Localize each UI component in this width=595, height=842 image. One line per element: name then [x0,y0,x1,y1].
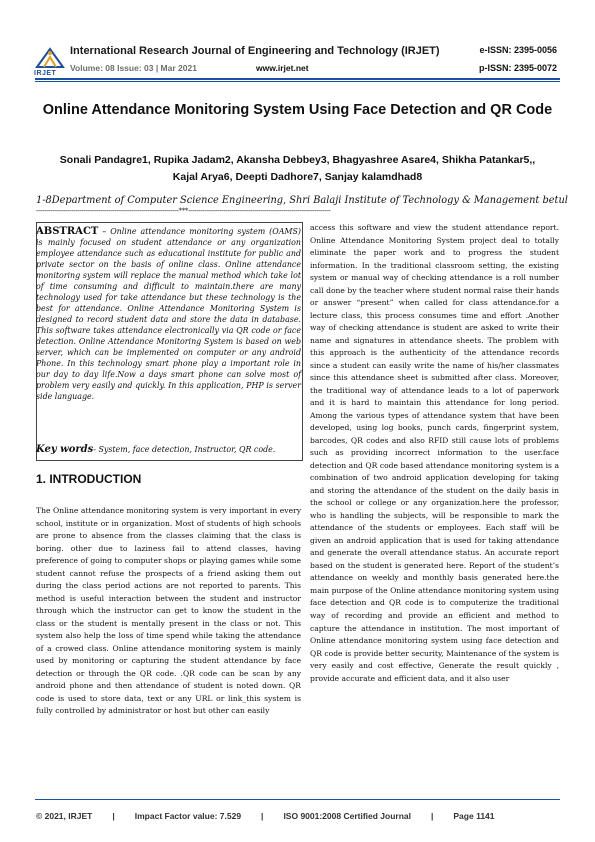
footer-impact-factor: Impact Factor value: 7.529 [134,811,242,821]
header-rule-thin [35,81,560,82]
keywords [36,444,301,455]
keywords-text: - System, face detection, Instructor, QR code. [93,445,276,454]
abstract-heading: ABSTRACT [36,226,99,237]
intro-paragraph: The Online attendance monitoring system is very important in every school, institute or in organization. Most of students of high schools are prone to absence from the classes claiming that the class is boring. other due to laziness fail to attend classes, having preference of going to computer shops or playing games while some student cannot refuse the prospects of a friend asking them out during the class period actions are not reported to parents. This method is useful interaction between the student and instructor through which the instructor can get to know the student in the class or the student is mentally present in the class or not. This system also help the loss of time spend while taking the attendance of a crowed class. Online attendance monitoring system is mainly used by monitoring or capturing the student attendance by face detection or through the QR code. .QR code can be scan by any android phone and then attendance of student is noted down. QR code is used to store data, text or any URL or link_this system is fully controlled by administrator or host but other can easily [36,506,301,715]
separator-line: ---------------------------------------------------------------------***--------------------------------------------------------------------- [36,207,331,215]
footer-iso: ISO 9001:2008 Certified Journal [283,811,411,821]
footer-rule [35,799,560,800]
journal-name: International Research Journal of Engineering and Technology (IRJET) [70,45,440,57]
footer-separator: | [112,811,115,821]
paper-title: Online Attendance Monitoring System Using Face Detection and QR Code [42,102,553,118]
author-line-1: Sonali Pandagre1, Rupika Jadam2, Akansha Debbey3, Bhagyashree Asare4, Shikha Patankar5,, [59,154,536,166]
irjet-logo-icon [35,45,65,71]
footer-page-number: Page 1141 [453,811,495,821]
logo-text: IRJET [34,70,57,77]
e-issn: e-ISSN: 2395-0056 [479,45,557,55]
page-footer [36,811,560,821]
right-column-paragraph: access this software and view the student attendance report. Online Attendance Monitoring System project deal to totally eliminate the paper work and to progress the student information. In the traditional classroom setting, the existing system or manual way of checking attendance is a roll number call done by the teacher where student normal raise their hands or answer “present” when called for class attendance.for a lecture class, this process consumes time and effort .Another way of checking attendance is student are asked to write their name and signatures in attendance sheets. The problem with this approach is the authenticity of the attendance records since a student can easily write the name of his/her classmates since this attendance sheet is submitted after class. Moreover, the traditional way of attendance leads to a lot of paperwork and it is hard to maintain this attendance for long period. Among the various types of attendance system that have been developed, using log books, punch cards, fingerprint system, barcodes, QR codes and also RFID still cause lots of problems such as providing incorrect information to the user.face detection and QR code based attendance monitoring system is a combination of two android application developing for taking and storing the attendance of the student on the daily basis in the school or college or any organization.here the professor, who is handling the subjects, will be responsible to mark the attendance of the students or employees. Each staff will be given an android application that is used for taking attendance and generate the overall attendance status. An accurate report based on the student is generated here. Report of the student’s attendance on weekly and monthly basis generated here.the main purpose of the Online attendance monitoring system using face detection and QR code is to computerize the traditional way of recording and provide an efficient and method to capture the attendance in institution. The most important of Online attendance monitoring system using face detection and QR code is provide better security, Maintenance of the system is very easily and cost effective, Generate the result quickly , provide accurate and efficient data, and it also user [310,223,559,683]
journal-website[interactable]: www.irjet.net [256,63,309,73]
affiliation: 1-8Department of Computer Science Engineering, Shri Balaji Institute of Technology & Management betul [36,195,568,206]
author-line-2: Kajal Arya6, Deepti Dadhore7, Sanjay kalamdhad8 [172,171,423,183]
p-issn: p-ISSN: 2395-0072 [478,63,557,73]
keywords-heading: Key words [36,444,94,455]
volume-issue: Volume: 08 Issue: 03 | Mar 2021 [70,63,197,73]
footer-separator: | [261,811,264,821]
footer-separator: | [431,811,434,821]
abstract [36,226,301,402]
section-heading: 1. INTRODUCTION [36,472,142,486]
footer-copyright: © 2021, IRJET [36,811,93,821]
header-rule [35,78,560,80]
abstract-text: – Online attendance monitoring system (OAMS) is mainly focused on student attendance or any organization employee attendance such as educational institute for public and private sector on the basis of online class. Online attendance monitoring system will replace the manual method which take lot of time consuming and difficult to maintain.there are many technology used for take attendance but these technology is the best for attendance. Online Attendance Monitoring System is designed to record student data and store the data in database. This software takes attendance electronically via QR code or face detection. Online Attendance Monitoring System is based on web server, which can be implemented on computer or any android Phone. In this technology smart phone play a important role in our day to day life.Now a days smart phone can solve most of problem very easily and quickly. In this application, PHP is server side language. [36,227,301,401]
author-list [40,152,555,186]
